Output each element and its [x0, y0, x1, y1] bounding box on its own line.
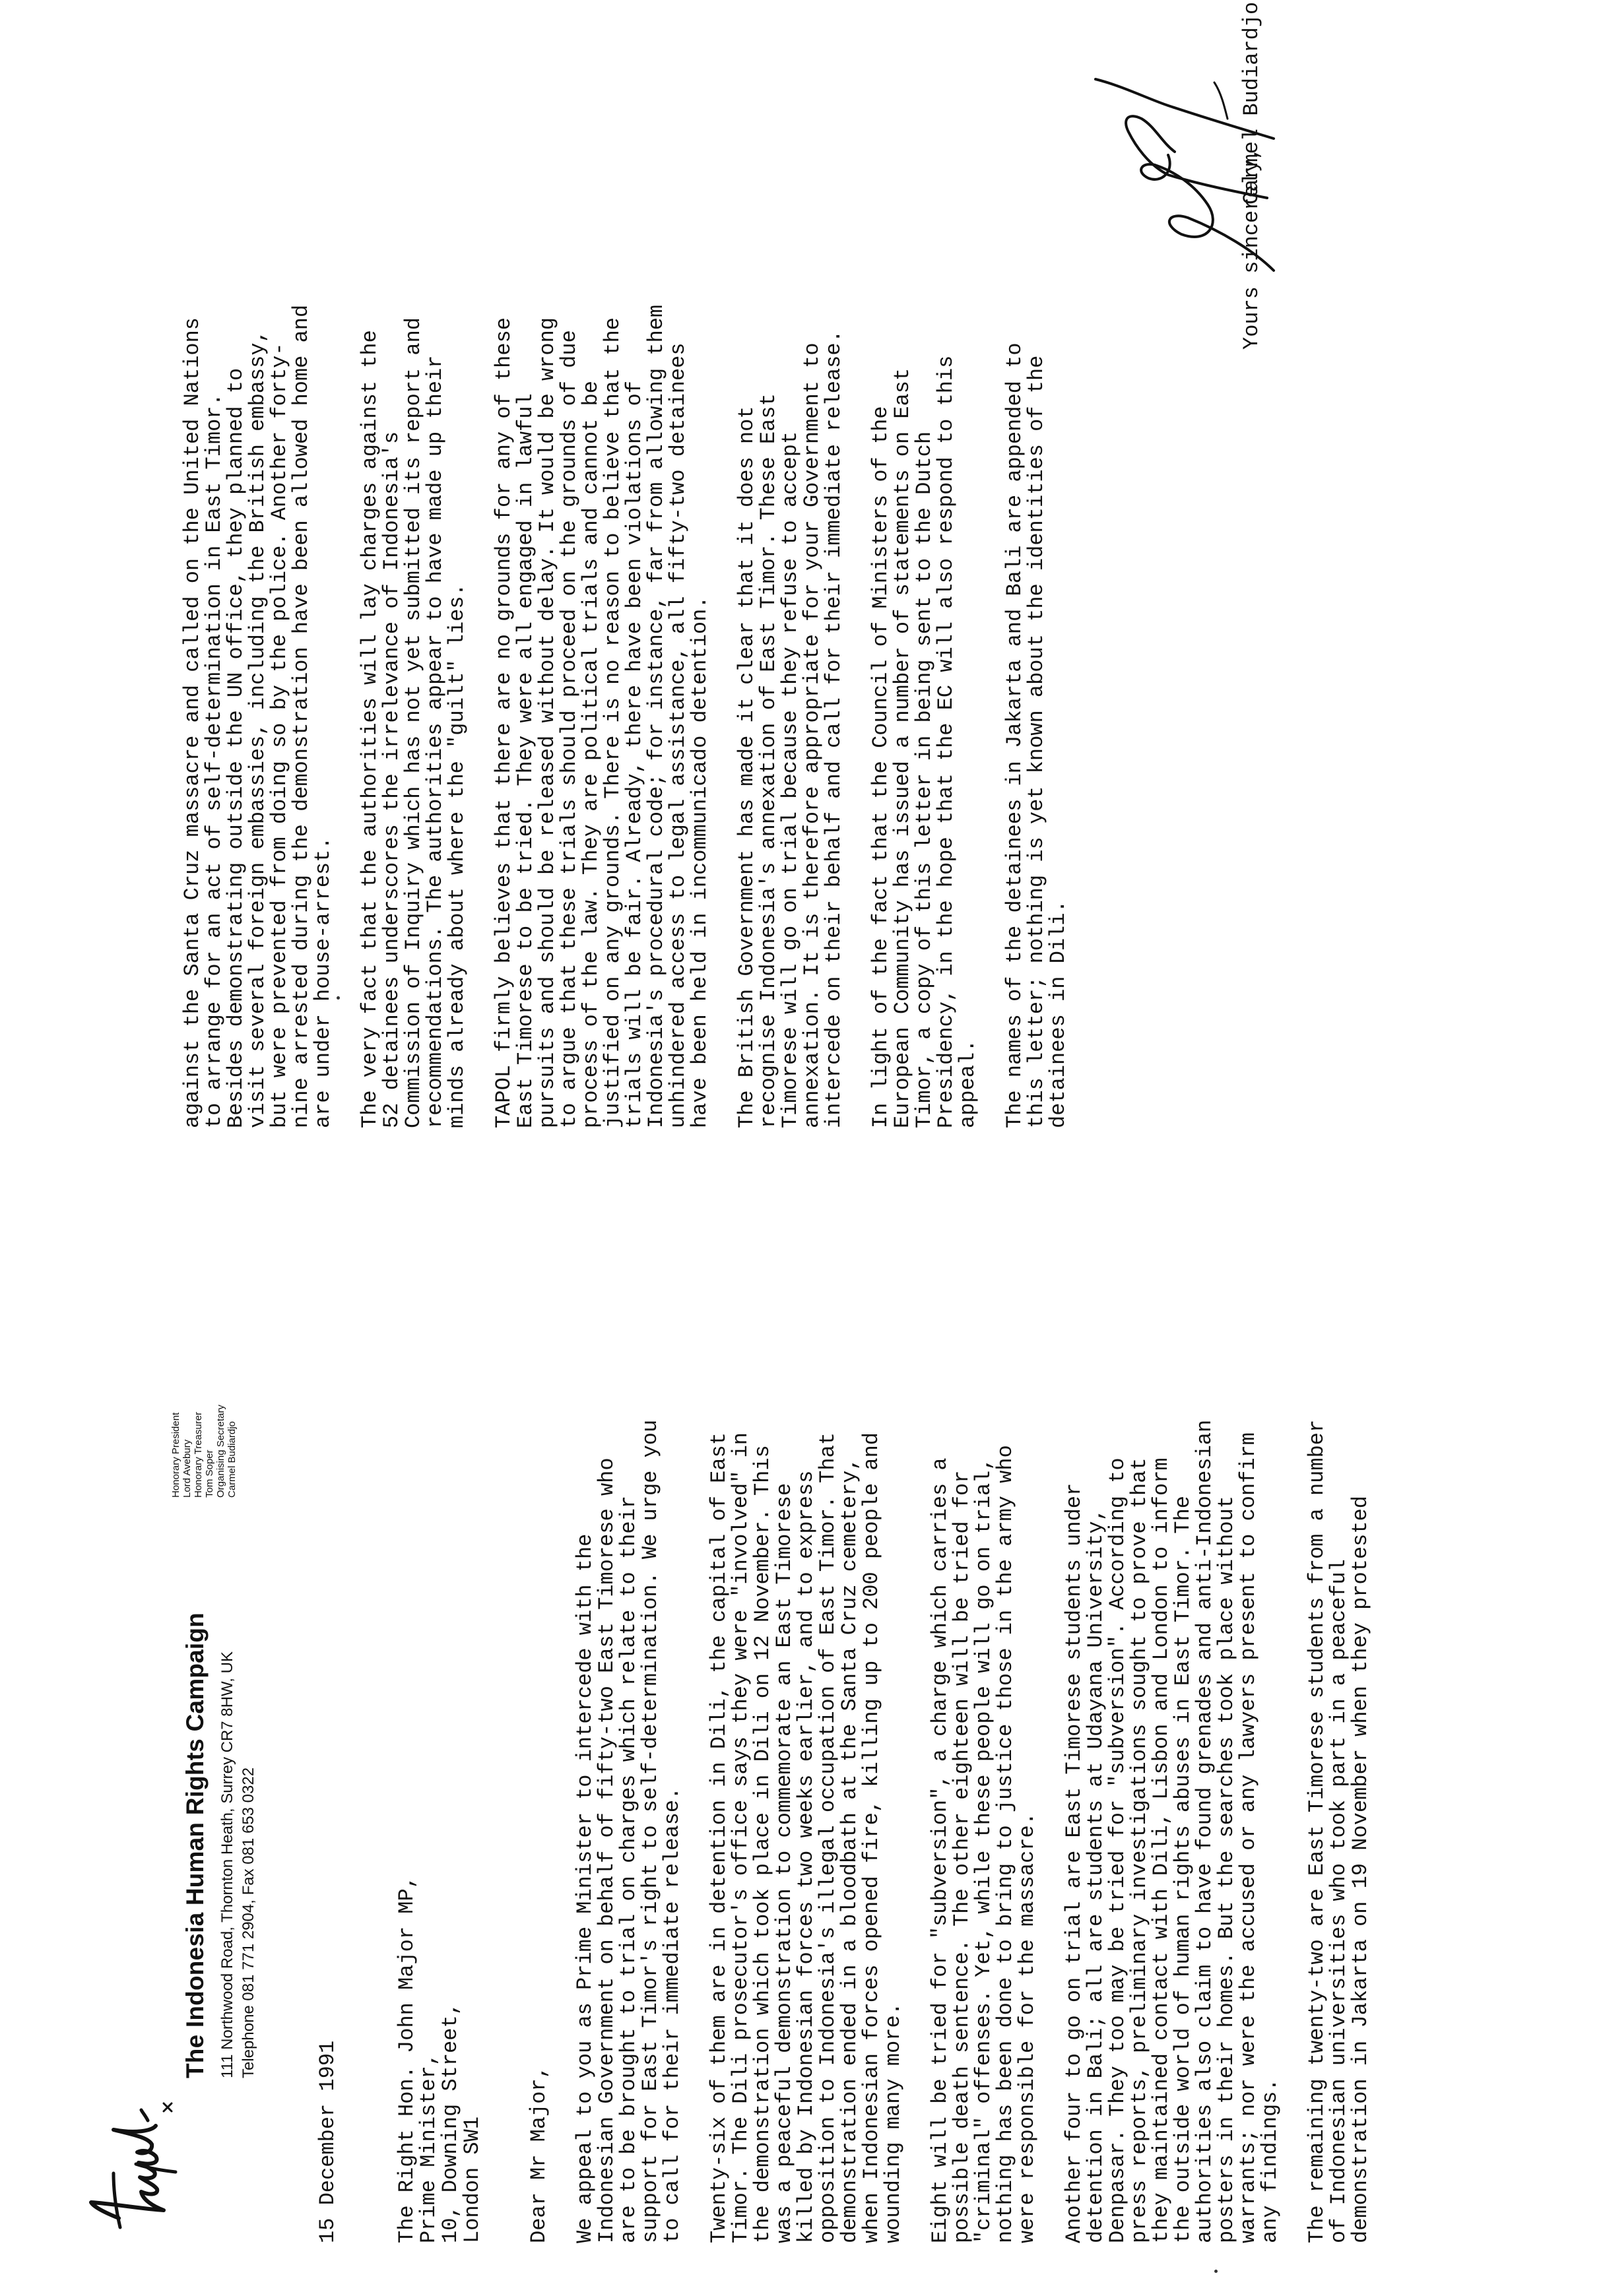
paragraph-line: recommendations. The authorities appear to have made up their	[423, 355, 447, 1128]
letter-body-left	[574, 1188, 1396, 2243]
paragraph-line: opposition to Indonesia's illegal occupation of East Timor. That	[816, 1432, 840, 2243]
paragraph-line: were responsible for the massacre.	[1015, 1812, 1039, 2243]
letter-page-two	[0, 1, 1605, 1141]
paragraph-line: minds already about where the "guilt" lies.	[445, 583, 469, 1128]
paragraph-line: European Community has issued a number of statements on East	[890, 367, 915, 1128]
officer-line: Honorary Treasurer	[193, 1411, 204, 1498]
paragraph-line: Presidency, in the hope that the EC will also respond to this	[934, 355, 958, 1128]
letter-paragraph	[574, 1188, 683, 2243]
officer-line: Tom Soper	[204, 1450, 215, 1498]
paragraph-line: to arrange for an act of self-determination in East Timor.	[202, 393, 226, 1128]
paragraph-line: trials will be fair. Already, there have been violations of	[622, 381, 647, 1128]
paragraph-line: have been held in incommunicado detention.	[688, 596, 712, 1128]
paragraph-line: detainees in Dili.	[1046, 900, 1070, 1128]
paragraph-line: the demonstration which took place in Dili on 12 November. This	[750, 1445, 775, 2243]
paragraph-line: recognise Indonesia's annexation of East Timor. These East	[756, 393, 781, 1128]
paragraph-line: demonstration in Jakarta on 19 November when they protested	[1348, 1496, 1373, 2243]
paragraph-line: The British Government has made it clear that it does not	[735, 406, 759, 1128]
letter-paragraph	[708, 1188, 904, 2243]
paragraph-line: any findings.	[1258, 2078, 1282, 2243]
letter-page-one	[0, 1181, 1605, 2276]
addressee-line: Prime Minister,	[416, 2053, 441, 2243]
paragraph-line: press reports, preliminary investigations sought to prove that	[1127, 1457, 1152, 2243]
paragraph-line: Besides demonstrating outside the UN office, they planned to	[224, 367, 248, 1128]
letter-paragraph	[181, 73, 334, 1128]
paragraph-line: visit several foreign embassies, including the British embassy,	[246, 330, 270, 1128]
paragraph-line: We appeal to you as Prime Minister to intercede with the	[573, 1533, 597, 2243]
paragraph-line: The remaining twenty-two are East Timorese students from a number	[1305, 1419, 1329, 2243]
addressee-line: The Right Hon. John Major MP,	[395, 1876, 419, 2243]
letter-paragraph	[1063, 1188, 1281, 2243]
paragraph-line: Indonesia's procedural code; for instance, far from allowing them	[644, 304, 669, 1128]
paragraph-line: posters in their homes. But the searches took place without	[1214, 1496, 1239, 2243]
paragraph-line: justified on any grounds. There is no reason to believe that the	[601, 317, 625, 1128]
paragraph-line: killed by Indonesian forces two weeks earlier, and to express	[794, 1470, 818, 2243]
paragraph-line: Another four to go on trial are East Timorese students under	[1062, 1483, 1086, 2243]
signer-name: Carmel Budiardjo	[1239, 1, 1264, 205]
paragraph-line: possible death sentence. The other eighteen will be tried for	[950, 1470, 974, 2243]
organisation-telephone: Telephone 081 771 2904, Fax 081 653 0322	[240, 1767, 257, 2078]
officer-line: Carmel Budiardjo	[226, 1421, 238, 1498]
paragraph-line: process of the law. They are political trials and cannot be	[579, 381, 603, 1128]
paragraph-line: demonstration ended in a bloodbath at the Santa Cruz cemetery,	[837, 1457, 862, 2243]
scan-speck	[337, 996, 340, 1000]
paragraph-line: Indonesian Government on behalf of fifty-two East Timorese who	[595, 1457, 619, 2243]
addressee-line: 10, Downing Street,	[438, 2002, 463, 2243]
letter-date: 15 December 1991	[315, 2040, 340, 2243]
paragraph-line: Timor. The Dili prosecutor's office says they were "involved" in	[729, 1432, 753, 2243]
paragraph-line: TAPOL firmly believes that there are no grounds for any of these	[492, 317, 516, 1128]
paragraph-line: are under house-arrest.	[311, 837, 335, 1128]
signoff: Yours sincerely,	[1239, 146, 1264, 350]
letter-paragraph	[359, 73, 468, 1128]
paragraph-line: are to be brought to trial on charges which relate to their	[616, 1496, 641, 2243]
paragraph-line: unhindered access to legal assistance, all fifty-two detainees	[666, 342, 690, 1128]
officer-list	[170, 1339, 238, 1498]
letter-paragraph	[929, 1188, 1038, 2243]
letter-paragraph	[736, 73, 845, 1128]
paragraph-line: nine arrested during the demonstration have been allowed home and	[289, 304, 313, 1128]
paragraph-line: but were prevented from doing so by the police. Another forty-	[267, 342, 292, 1128]
addressee-block	[396, 1876, 483, 2243]
paragraph-line: In light of the fact that the Council of Ministers of the	[868, 406, 893, 1128]
paragraph-line: nothing has been done to bring to justice those in the army who	[993, 1445, 1018, 2243]
paragraph-line: Timor, a copy of this letter in being sent to the Dutch	[912, 431, 936, 1128]
paragraph-line: support for East Timor's right to self-determination. We urge you	[638, 1419, 663, 2243]
paragraph-line: warrants; nor were the accused or any lawyers present to confirm	[1236, 1432, 1261, 2243]
paragraph-line: of Indonesian universities who took part in a peaceful	[1327, 1559, 1351, 2243]
paragraph-line: authorities also claim to have found grenades and anti-Indonesian	[1193, 1419, 1217, 2243]
addressee-line: London SW1	[460, 2116, 484, 2243]
letter-paragraph	[870, 73, 979, 1128]
officer-line: Lord Avebury	[181, 1439, 193, 1498]
paragraph-line: to call for their immediate release.	[660, 1787, 684, 2243]
paragraph-line: was a peaceful demonstration to commemorate an East Timorese	[772, 1483, 797, 2243]
paragraph-line: The very fact that the authorities will lay charges against the	[358, 330, 382, 1128]
paragraph-line: detention in Bali; all are students at Udayana University,	[1084, 1508, 1108, 2243]
paragraph-line: appeal.	[956, 1039, 980, 1128]
paragraph-line: The names of the detainees in Jakarta and Bali are appended to	[1002, 342, 1027, 1128]
paragraph-line: this letter; nothing is yet known about the identities of the	[1024, 355, 1049, 1128]
paragraph-line: East Timorese to be tried. They were all engaged in lawful	[513, 393, 538, 1128]
paragraph-line: to argue that these trials should proceed on the grounds of due	[557, 330, 581, 1128]
paragraph-line: intercede on their behalf and call for their immediate release.	[822, 330, 846, 1128]
paragraph-line: Denpasar. They too may be tried for "subversion". According to	[1105, 1457, 1130, 2243]
scan-speck	[1214, 2270, 1218, 2273]
organisation-name: The Indonesia Human Rights Campaign	[181, 1612, 209, 2078]
paragraph-line: against the Santa Cruz massacre and called on the United Nations	[180, 317, 205, 1128]
paragraph-line: Timorese will go on trial because they refuse to accept	[778, 431, 802, 1128]
tapol-logo	[79, 2091, 178, 2237]
paragraph-line: "criminal" offenses. Yet, while these people will go on trial,	[971, 1457, 996, 2243]
officer-line: Honorary President	[170, 1412, 181, 1498]
letter-paragraph	[493, 73, 711, 1128]
officer-line: Organising Secretary	[215, 1405, 226, 1498]
paragraph-line: 52 detainees underscores the irrelevance of Indonesia's	[379, 431, 404, 1128]
paragraph-line: the outside world of human rights abuses in East Timor. The	[1171, 1496, 1195, 2243]
organisation-address: 111 Northwood Road, Thornton Heath, Surrey CR7 8HW, UK	[218, 1651, 236, 2078]
paragraph-line: they maintained contact with Dili, Lisbon and London to inform	[1149, 1457, 1173, 2243]
salutation: Dear Mr Major,	[527, 2066, 551, 2243]
letter-paragraph	[1306, 1188, 1371, 2243]
paragraph-line: Commission of Inquiry which has not yet submitted its report and	[401, 317, 426, 1128]
paragraph-line: annexation. It is therefore appropriate for your Government to	[800, 342, 824, 1128]
paragraph-line: when Indonesian forces opened fire, killing up to 200 people and	[859, 1432, 884, 2243]
paragraph-line: Twenty-six of them are in detention in Dili, the capital of East	[707, 1432, 731, 2243]
letter-body-right	[181, 73, 1094, 1128]
paragraph-line: Eight will be tried for "subversion", a charge which carries a	[928, 1457, 952, 2243]
paragraph-line: wounding many more.	[881, 2002, 905, 2243]
paragraph-line: pursuits and should be released without delay. It would be wrong	[535, 317, 560, 1128]
